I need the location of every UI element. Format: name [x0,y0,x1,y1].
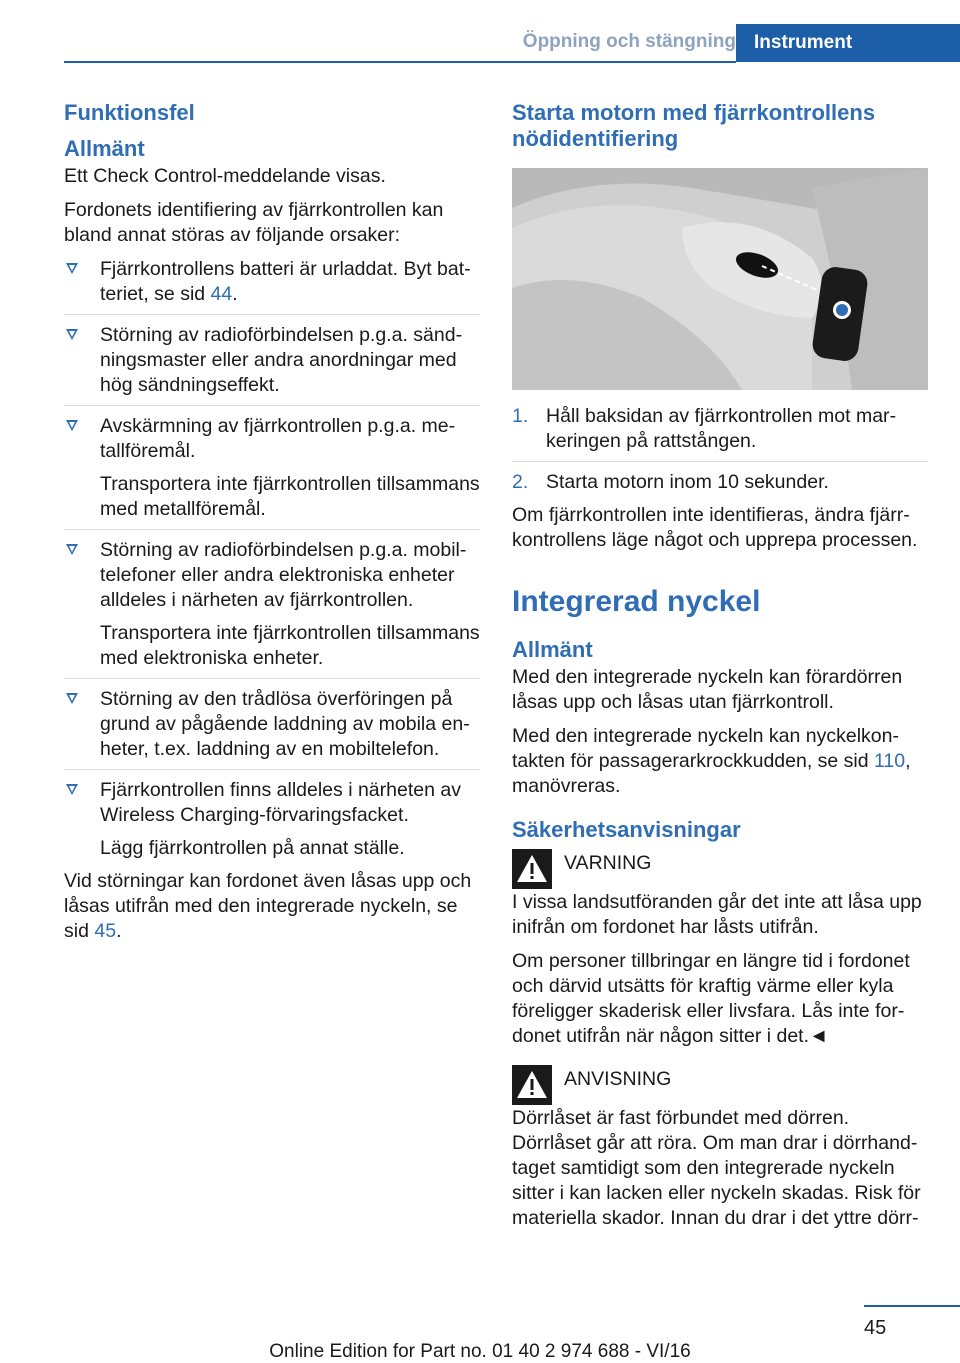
page-number: 45 [864,1317,887,1339]
notice-block [512,1067,928,1107]
list-item [64,414,480,530]
page-link-110[interactable]: 110 [874,750,906,772]
header-rule [64,61,736,63]
list-item [64,778,480,861]
list-item [512,470,928,495]
right-column [512,100,928,1240]
heading-nodidentifiering: Starta motorn med fjärrkontrollens nödidentifiering [512,100,876,151]
illustration-image [512,168,928,390]
triangle-bullet-icon [66,420,78,431]
notice-triangle-icon [512,1065,552,1105]
page-header [0,0,960,62]
step-text: Starta motorn inom 10 sekunder. [546,471,829,493]
start-steps-list [512,404,928,495]
paragraph: Vid störningar kan fordonet även låsas upp och låsas utifrån med den integrerade nyckeln, se sid 45. [64,870,472,942]
paragraph: Med den integrerade nyckeln kan förardörren låsas upp och låsas utan fjärrkontroll. [512,666,903,713]
subheading-allmant: Allmänt [512,637,593,662]
list-item [64,538,480,679]
warning-block [512,851,928,891]
header-section-title: Öppning och stängning [522,31,736,52]
triangle-bullet-icon [66,329,78,340]
warning-title: VARNING [564,852,652,874]
list-item-text: Störning av radioförbindelsen p.g.a. mobiltelefoner eller andra elektroniska enheter alldeles i närheten av fjärrkontrollen. [100,539,467,611]
paragraph: Fordonets identifiering av fjärrkontrollen kan bland annat störas av följande orsaker: [64,199,444,246]
triangle-bullet-icon [66,784,78,795]
triangle-bullet-icon [66,693,78,704]
list-item: Fjärrkontrollens batteri är urladdat. Byt batteriet, se sid 44. [64,257,480,315]
list-item [64,687,480,770]
subheading-allmant: Allmänt [64,136,145,161]
triangle-bullet-icon [66,263,78,274]
page-link-44[interactable]: 44 [210,283,233,305]
page-link-45[interactable]: 45 [94,920,117,942]
triangle-bullet-icon [66,544,78,555]
notice-text: Dörrlåset är fast förbundet med dörren. Dörrlåset går att röra. Om man drar i dörrhandtaget samtidigt som den integrerade nyckeln sitter i kan lacken eller nyckeln skadas. Risk för materiella skador. Innan du drar i det yttre dörr- [512,1107,921,1229]
list-item-text: Fjärrkontrollen finns alldeles i närheten av Wireless Charging-förvaringsfacket. [100,779,461,826]
list-item-text: Transportera inte fjärrkontrollen tillsammans med elektroniska enheter. [100,622,480,669]
list-item-text: Störning av den trådlösa överföringen på grund av pågående laddning av mobila enheter, t.ex. laddning av en mobiltelefon. [100,688,470,760]
cause-list [64,257,480,861]
warning-triangle-icon [512,849,552,889]
paragraph: Med den integrerade nyckeln kan nyckelkontakten för passagerarkrockkudden, se sid 110, manövreras. [512,725,911,797]
list-item [512,404,928,462]
list-item [64,323,480,406]
list-item-text: Transportera inte fjärrkontrollen tillsammans med metallföremål. [100,473,480,520]
list-item-text: Lägg fjärrkontrollen på annat ställe. [100,837,405,859]
left-column [64,100,480,953]
paragraph: Ett Check Control-meddelande visas. [64,165,386,187]
subheading-sakerhetsanvisningar: Säkerhetsanvisningar [512,817,741,842]
footer-rule [864,1305,960,1307]
header-chapter-tab: Instrument [736,24,960,62]
list-item-text: Störning av radioförbindelsen p.g.a. sändningsmaster eller andra anordningar med hög sändningseffekt. [100,324,463,396]
warning-text: Om personer tillbringar en längre tid i fordonet och därvid utsätts för kraftig värme eller kyla föreligger skaderisk eller livsfara. Lås inte fordonet utifrån när någon sitter i det.◄ [512,950,910,1047]
steering-column-key-illustration [512,168,928,390]
list-item-text: Avskärmning av fjärrkontrollen p.g.a. metallföremål. [100,415,456,462]
list-item-text: Fjärrkontrollens batteri är urladdat. Byt batteriet, se sid [100,258,471,305]
paragraph: Om fjärrkontrollen inte identifieras, ändra fjärrkontrollens läge något och upprepa processen. [512,504,918,551]
heading-funktionsfel: Funktionsfel [64,100,195,125]
step-text: Håll baksidan av fjärrkontrollen mot markeringen på rattstången. [546,405,897,452]
footer-edition: Online Edition for Part no. 01 40 2 974 688 - VI/16 [269,1341,691,1362]
step-number: 1. [512,405,529,427]
notice-title: ANVISNING [564,1068,672,1090]
warning-text: I vissa landsutföranden går det inte att låsa upp inifrån om fordonet har låsts utifrån. [512,891,922,938]
step-number: 2. [512,471,529,493]
heading-integrerad-nyckel: Integrerad nyckel [512,585,761,618]
